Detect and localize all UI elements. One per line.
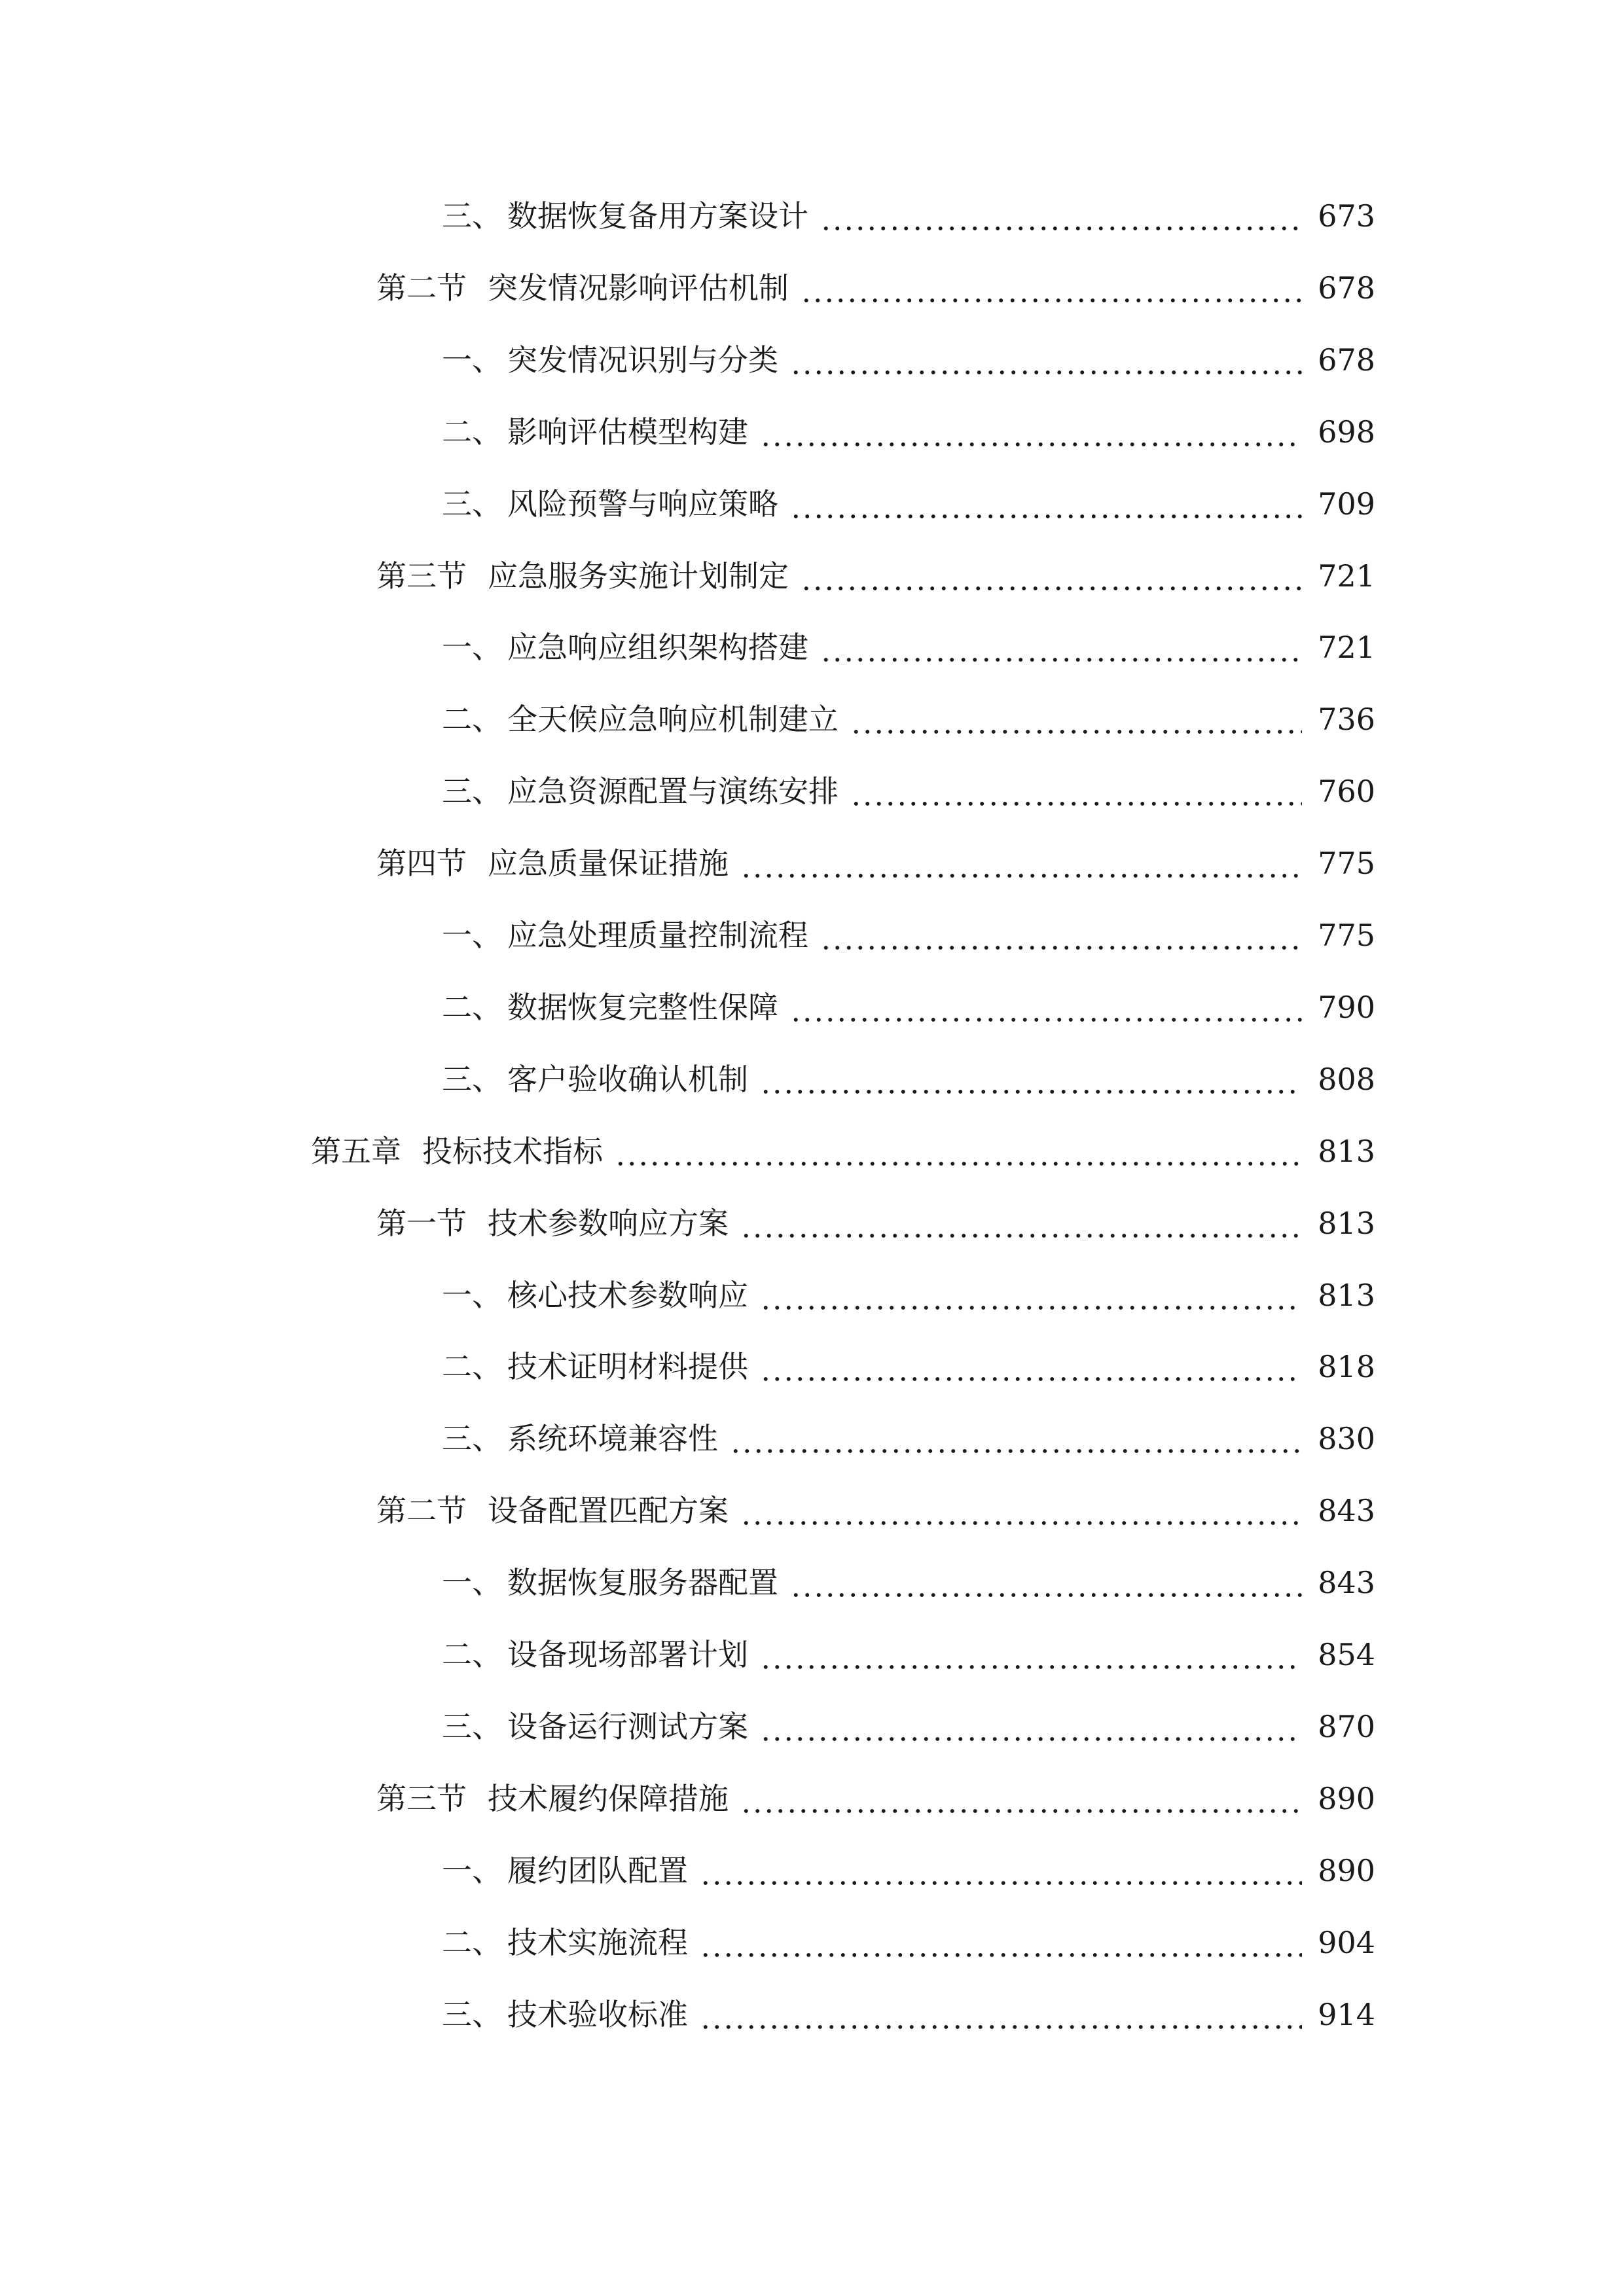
toc-page-number: 673 <box>1318 198 1375 234</box>
toc-entry[interactable] <box>442 765 1375 817</box>
toc-entry-prefix: 第二节 <box>376 1493 467 1529</box>
toc-entry[interactable] <box>376 1197 1375 1249</box>
toc-entry-prefix: 二、 <box>442 1349 502 1385</box>
toc-entry[interactable] <box>442 478 1375 530</box>
toc-dot-leader <box>801 262 1302 314</box>
toc-dot-leader <box>820 909 1302 961</box>
toc-entry[interactable] <box>376 1484 1375 1537</box>
toc-entry[interactable] <box>442 621 1375 673</box>
toc-entry-prefix: 二、 <box>442 702 502 738</box>
toc-page-number: 721 <box>1318 558 1375 594</box>
toc-entry[interactable] <box>442 1916 1375 1969</box>
toc-entry-title: 全天候应急响应机制建立 <box>507 702 839 738</box>
toc-page-number: 890 <box>1318 1780 1375 1816</box>
toc-entry-prefix: 三、 <box>442 1708 502 1744</box>
toc-dot-leader <box>700 1844 1302 1897</box>
toc-entry-title: 应急资源配置与演练安排 <box>507 774 839 810</box>
toc-page-number: 813 <box>1318 1133 1375 1169</box>
toc-dot-leader <box>740 1484 1302 1537</box>
toc-entry-prefix: 三、 <box>442 198 502 234</box>
toc-dot-leader <box>700 1988 1302 2041</box>
toc-entry[interactable] <box>442 1700 1375 1753</box>
toc-entry-prefix: 第三节 <box>376 558 467 594</box>
toc-dot-leader <box>790 981 1302 1033</box>
toc-entry-title: 技术证明材料提供 <box>507 1349 748 1385</box>
toc-entry[interactable] <box>376 837 1375 889</box>
toc-entry-prefix: 三、 <box>442 774 502 810</box>
toc-entry[interactable] <box>376 550 1375 602</box>
toc-entry-prefix: 三、 <box>442 1061 502 1097</box>
toc-dot-leader <box>820 190 1302 242</box>
toc-page-number: 914 <box>1318 1996 1375 2032</box>
toc-entry-title: 数据恢复备用方案设计 <box>507 198 808 234</box>
toc-page-number: 813 <box>1318 1205 1375 1241</box>
toc-entry[interactable] <box>376 1772 1375 1825</box>
toc-page-number: 709 <box>1318 486 1375 522</box>
toc-entry[interactable] <box>442 406 1375 458</box>
toc-entry-title: 突发情况影响评估机制 <box>488 270 789 306</box>
toc-entry-title: 影响评估模型构建 <box>507 414 748 450</box>
toc-dot-leader <box>850 765 1302 817</box>
toc-page-number: 678 <box>1318 342 1375 378</box>
toc-entry-title: 应急处理质量控制流程 <box>507 918 808 953</box>
toc-entry[interactable] <box>442 981 1375 1033</box>
toc-entry-prefix: 二、 <box>442 1924 502 1960</box>
toc-entry-prefix: 第一节 <box>376 1205 467 1241</box>
toc-dot-leader <box>850 693 1302 745</box>
toc-entry-prefix: 二、 <box>442 989 502 1025</box>
toc-page-number: 736 <box>1318 702 1375 738</box>
toc-dot-leader <box>790 1556 1302 1609</box>
toc-entry[interactable] <box>442 1628 1375 1681</box>
toc-dot-leader <box>740 837 1302 889</box>
toc-entry[interactable] <box>442 1269 1375 1321</box>
toc-dot-leader <box>790 334 1302 386</box>
toc-entry-prefix: 第二节 <box>376 270 467 306</box>
toc-page-number: 808 <box>1318 1061 1375 1097</box>
toc-dot-leader <box>615 1125 1302 1177</box>
toc-page-number: 813 <box>1318 1277 1375 1313</box>
toc-entry-prefix: 一、 <box>442 1565 502 1601</box>
toc-entry-title: 核心技术参数响应 <box>507 1277 748 1313</box>
toc-dot-leader <box>760 1700 1302 1753</box>
toc-entry-title: 客户验收确认机制 <box>507 1061 748 1097</box>
toc-entry-prefix: 第四节 <box>376 846 467 882</box>
toc-entry[interactable] <box>442 909 1375 961</box>
toc-entry[interactable] <box>442 334 1375 386</box>
toc-entry-title: 应急质量保证措施 <box>488 846 729 882</box>
toc-entry-prefix: 三、 <box>442 1421 502 1457</box>
toc-entry-prefix: 一、 <box>442 1852 502 1888</box>
toc-entry-prefix: 一、 <box>442 342 502 378</box>
toc-page-number: 678 <box>1318 270 1375 306</box>
toc-entry-prefix: 一、 <box>442 1277 502 1313</box>
toc-entry[interactable] <box>442 190 1375 242</box>
toc-page-number: 721 <box>1318 630 1375 666</box>
toc-page-number: 843 <box>1318 1565 1375 1601</box>
toc-entry-title: 突发情况识别与分类 <box>507 342 778 378</box>
toc-dot-leader <box>760 1628 1302 1681</box>
toc-entry-title: 设备运行测试方案 <box>507 1708 748 1744</box>
toc-entry-title: 技术验收标准 <box>507 1996 688 2032</box>
toc-entry-title: 技术参数响应方案 <box>488 1205 729 1241</box>
toc-dot-leader <box>760 406 1302 458</box>
toc-page-number: 775 <box>1318 846 1375 882</box>
toc-dot-leader <box>760 1340 1302 1393</box>
toc-entry-prefix: 二、 <box>442 414 502 450</box>
toc-entry[interactable] <box>442 1412 1375 1465</box>
toc-page-number: 698 <box>1318 414 1375 450</box>
toc-entry-title: 履约团队配置 <box>507 1852 688 1888</box>
toc-dot-leader <box>760 1269 1302 1321</box>
toc-entry[interactable] <box>311 1125 1375 1177</box>
toc-entry-prefix: 一、 <box>442 630 502 666</box>
toc-entry-title: 数据恢复服务器配置 <box>507 1565 778 1601</box>
toc-entry-prefix: 二、 <box>442 1637 502 1672</box>
toc-entry-title: 设备现场部署计划 <box>507 1637 748 1672</box>
toc-page-number: 818 <box>1318 1349 1375 1385</box>
toc-entry-title: 投标技术指标 <box>422 1133 603 1169</box>
toc-dot-leader <box>760 1053 1302 1105</box>
toc-page-number: 775 <box>1318 918 1375 953</box>
toc-dot-leader <box>700 1916 1302 1969</box>
toc-entry-title: 应急响应组织架构搭建 <box>507 630 808 666</box>
toc-dot-leader <box>820 621 1302 673</box>
toc-entry-prefix: 第三节 <box>376 1780 467 1816</box>
toc-entry-prefix: 三、 <box>442 1996 502 2032</box>
toc-entry[interactable] <box>442 1988 1375 2041</box>
toc-entry-title: 设备配置匹配方案 <box>488 1493 729 1529</box>
toc-dot-leader <box>801 550 1302 602</box>
toc-dot-leader <box>740 1197 1302 1249</box>
toc-page-number: 843 <box>1318 1493 1375 1529</box>
toc-page-number: 890 <box>1318 1852 1375 1888</box>
toc-entry[interactable] <box>442 1556 1375 1609</box>
toc-entry-title: 数据恢复完整性保障 <box>507 989 778 1025</box>
toc-entry[interactable] <box>376 262 1375 314</box>
toc-dot-leader <box>790 478 1302 530</box>
toc-entry-prefix: 三、 <box>442 486 502 522</box>
toc-entry-title: 技术履约保障措施 <box>488 1780 729 1816</box>
toc-page-number: 904 <box>1318 1924 1375 1960</box>
toc-page-number: 854 <box>1318 1637 1375 1672</box>
toc-entry[interactable] <box>442 693 1375 745</box>
toc-page-number: 760 <box>1318 774 1375 810</box>
toc-page-number: 870 <box>1318 1708 1375 1744</box>
toc-entry-title: 技术实施流程 <box>507 1924 688 1960</box>
toc-page-number: 830 <box>1318 1421 1375 1457</box>
toc-entry-title: 风险预警与响应策略 <box>507 486 778 522</box>
toc-entry-title: 系统环境兼容性 <box>507 1421 718 1457</box>
toc-dot-leader <box>730 1412 1302 1465</box>
toc-entry[interactable] <box>442 1340 1375 1393</box>
toc-page-number: 790 <box>1318 989 1375 1025</box>
toc-entry-prefix: 第五章 <box>311 1133 401 1169</box>
toc-entry-prefix: 一、 <box>442 918 502 953</box>
toc-entry-title: 应急服务实施计划制定 <box>488 558 789 594</box>
toc-dot-leader <box>740 1772 1302 1825</box>
toc-entry[interactable] <box>442 1053 1375 1105</box>
toc-entry[interactable] <box>442 1844 1375 1897</box>
